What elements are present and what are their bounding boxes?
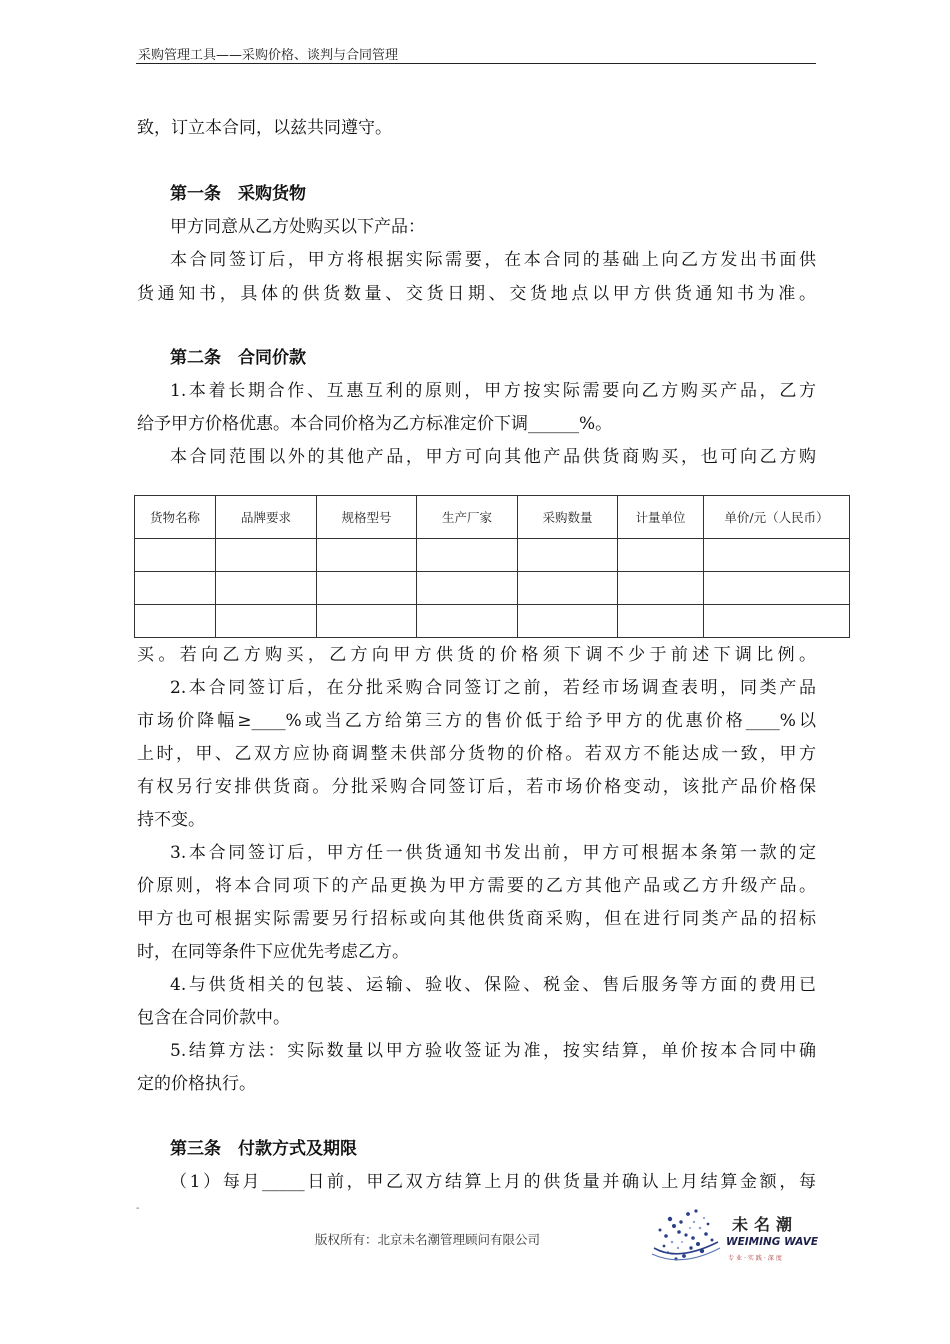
table-cell bbox=[135, 539, 216, 572]
paragraph-line: 本合同范围以外的其他产品，甲方可向其他产品供货商购买，也可向乙方购 bbox=[170, 447, 816, 467]
table-cell bbox=[618, 539, 704, 572]
paragraph-line: 买。若向乙方购买，乙方向甲方供货的价格须下调不少于前述下调比例。 bbox=[137, 645, 816, 665]
paragraph-line: （1）每月_____日前，甲乙双方结算上月的供货量并确认上月结算金额，每 bbox=[170, 1172, 816, 1192]
paragraph-line: 持不变。 bbox=[137, 810, 205, 830]
table-cell bbox=[216, 605, 317, 638]
company-logo bbox=[648, 1200, 818, 1270]
table-header-row bbox=[135, 496, 850, 539]
paragraph-line: 4.与供货相关的包装、运输、验收、保险、税金、售后服务等方面的费用已 bbox=[170, 975, 816, 995]
table-cell bbox=[518, 572, 618, 605]
table-cell bbox=[417, 572, 518, 605]
table-cell bbox=[216, 539, 317, 572]
paragraph-line: 给予甲方价格优惠。本合同价格为乙方标准定价下调______%。 bbox=[137, 414, 613, 434]
table-header-cell: 单价/元（人民币） bbox=[704, 496, 850, 539]
table-row bbox=[135, 572, 850, 605]
header-divider bbox=[136, 63, 816, 64]
paragraph-line: 本合同签订后，甲方将根据实际需要，在本合同的基础上向乙方发出书面供 bbox=[170, 250, 816, 270]
goods-table bbox=[134, 495, 850, 638]
table-row bbox=[135, 605, 850, 638]
footer-copyright: 版权所有：北京未名潮管理顾问有限公司 bbox=[315, 1232, 541, 1247]
table-cell bbox=[216, 572, 317, 605]
table-cell bbox=[704, 572, 850, 605]
paragraph-line: 有权另行安排供货商。分批采购合同签订后，若市场价格变动，该批产品价格保 bbox=[137, 777, 816, 797]
paragraph-line: 3.本合同签订后，甲方任一供货通知书发出前，甲方可根据本条第一款的定 bbox=[170, 843, 816, 863]
table-header-cell: 品牌要求 bbox=[216, 496, 317, 539]
paragraph-line: 5.结算方法：实际数量以甲方验收签证为准，按实结算，单价按本合同中确 bbox=[170, 1041, 816, 1061]
table-header-cell: 采购数量 bbox=[518, 496, 618, 539]
table-cell bbox=[317, 572, 417, 605]
table-header-cell: 计量单位 bbox=[618, 496, 704, 539]
table-cell bbox=[417, 539, 518, 572]
paragraph-line: 2.本合同签订后，在分批采购合同签订之前，若经市场调查表明，同类产品 bbox=[170, 678, 816, 698]
article-1-heading: 第一条 采购货物 bbox=[170, 184, 306, 204]
paragraph-line: 甲方同意从乙方处购买以下产品： bbox=[170, 217, 425, 237]
table-cell bbox=[417, 605, 518, 638]
wave-logo-icon bbox=[648, 1202, 724, 1268]
article-3-heading: 第三条 付款方式及期限 bbox=[170, 1139, 357, 1159]
paragraph-line: 致，订立本合同，以兹共同遵守。 bbox=[137, 118, 392, 138]
table-header-cell: 生产厂家 bbox=[417, 496, 518, 539]
paragraph-line: 1.本着长期合作、互惠互利的原则，甲方按实际需要向乙方购买产品，乙方 bbox=[170, 381, 816, 401]
paragraph-line: 市场价降幅≥____%或当乙方给第三方的售价低于给予甲方的优惠价格____%以 bbox=[137, 711, 816, 731]
logo-chinese-name: 未名潮 bbox=[732, 1215, 799, 1234]
table-cell bbox=[317, 605, 417, 638]
article-2-heading: 第二条 合同价款 bbox=[170, 348, 306, 368]
footer-mark: - bbox=[136, 1203, 140, 1214]
paragraph-line: 包含在合同价款中。 bbox=[137, 1008, 290, 1028]
paragraph-line: 时，在同等条件下应优先考虑乙方。 bbox=[137, 942, 409, 962]
table-cell bbox=[704, 539, 850, 572]
table-cell bbox=[518, 539, 618, 572]
table-header-cell: 货物名称 bbox=[135, 496, 216, 539]
logo-tagline: 专业·实践·深度 bbox=[728, 1255, 784, 1262]
paragraph-line: 上时，甲、乙双方应协商调整未供部分货物的价格。若双方不能达成一致，甲方 bbox=[137, 744, 816, 764]
paragraph-line: 甲方也可根据实际需要另行招标或向其他供货商采购，但在进行同类产品的招标 bbox=[137, 909, 816, 929]
table-cell bbox=[518, 605, 618, 638]
table-cell bbox=[135, 572, 216, 605]
table-cell bbox=[618, 605, 704, 638]
table-header-cell: 规格型号 bbox=[317, 496, 417, 539]
paragraph-line: 价原则，将本合同项下的产品更换为甲方需要的乙方其他产品或乙方升级产品。 bbox=[137, 876, 816, 896]
table-cell bbox=[317, 539, 417, 572]
paragraph-line: 定的价格执行。 bbox=[137, 1074, 256, 1094]
table-row bbox=[135, 539, 850, 572]
logo-english-name: WEIMING WAVE bbox=[726, 1236, 818, 1248]
running-header: 采购管理工具——采购价格、谈判与合同管理 bbox=[138, 48, 399, 63]
paragraph-line: 货通知书，具体的供货数量、交货日期、交货地点以甲方供货通知书为准。 bbox=[137, 284, 816, 304]
table-cell bbox=[704, 605, 850, 638]
table-cell bbox=[618, 572, 704, 605]
table-cell bbox=[135, 605, 216, 638]
